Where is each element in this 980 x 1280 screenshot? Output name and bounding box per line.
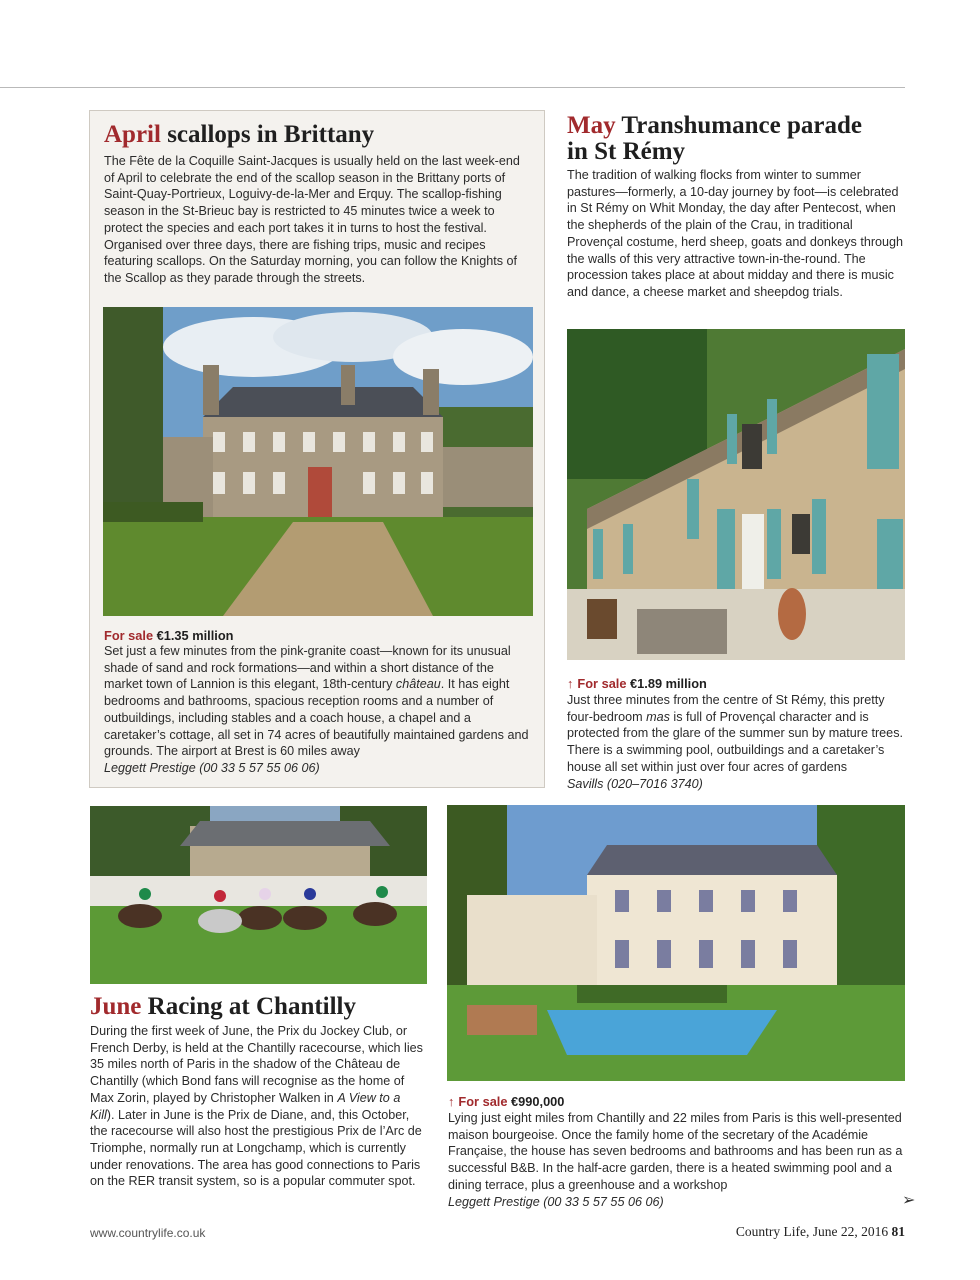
may-month: May	[567, 112, 616, 139]
may-desc-part-1: Just three minutes from the centre of St Rémy, this pretty four-bedroom	[567, 693, 885, 724]
april-sale-label: For sale	[104, 628, 154, 643]
april-sale-line	[104, 627, 528, 644]
may-sale-price: €1.89 million	[630, 676, 707, 691]
may-title-line-1: Transhumance parade	[621, 112, 862, 139]
chantilly-arrow-up-icon: ↑	[448, 1094, 455, 1109]
chantilly-agent-contact: Leggett Prestige (00 33 5 57 55 06 06)	[448, 1194, 664, 1209]
chantilly-property-description	[448, 1110, 903, 1210]
may-sale-line	[567, 675, 907, 692]
top-rule	[0, 87, 905, 88]
april-body: The Fête de la Coquille Saint-Jacques is usually held on the last week-end of April to celebrate the end of the scallop season in the Brittany ports of Saint-Quay-Portrieux, Loguivy-de-la-Mer and Erquy. The scallop-fishing season in the St-Brieuc bay is restricted to 45 minutes twice a week to protect the species and each port takes it in turns to host the festival. Organised over three days, there are fishing trips, music and recipes featuring scallops. On the Saturday morning, you can follow the Knights of the Scallop as they parade through the streets.	[104, 154, 520, 285]
june-body	[90, 1023, 428, 1190]
april-desc-part-2: . It has eight bedrooms and bathrooms, spacious reception rooms and a number of outbuildings, including stables and a coach house, a chapel and a caretaker’s cottage, all set in 74 acres of beautifully maintained gardens and grounds. The airport at Brest is 60 miles away	[104, 677, 529, 759]
next-page-arrow-icon: ➢	[902, 1192, 916, 1209]
may-heading	[567, 113, 907, 165]
june-body-part-1: During the first week of June, the Prix du Jockey Club, or French Derby, is held at the Chantilly racecourse, which lies 35 miles north of Paris in the shadow of the Château de Chantilly (which Bond fans will recognise as the home of Max Zorin, played by Christopher Walken in	[90, 1024, 423, 1105]
chantilly-maison-photo	[447, 805, 905, 1081]
june-body-emphasis: A View to a Kill	[90, 1090, 401, 1122]
chantilly-racing-photo	[90, 806, 427, 984]
may-arrow-up-icon: ↑	[567, 676, 574, 691]
may-property-description	[567, 692, 907, 792]
april-desc-emphasis: château	[395, 677, 441, 692]
june-month: June	[90, 993, 142, 1020]
chantilly-sale-price: €990,000	[511, 1094, 565, 1109]
april-sale-price: €1.35 million	[156, 628, 234, 643]
footer-issue-text: Country Life, June 22, 2016	[735, 1224, 889, 1239]
chantilly-desc: Lying just eight miles from Chantilly and 22 miles from Paris is this well-presented maison bourgeoise. Once the family home of the secretary of the Académie Française, the house has seven bedrooms and bathrooms and has been run as a successful B&B. In the half-acre garden, there is a heated swimming pool and a dining terrace, plus a greenhouse and a workshop	[448, 1111, 903, 1192]
june-title: Racing at Chantilly	[147, 993, 357, 1020]
may-desc-emphasis: mas	[646, 709, 670, 724]
april-agent-contact: Leggett Prestige (00 33 5 57 55 06 06)	[104, 760, 320, 775]
april-heading	[104, 122, 524, 148]
may-title-line-2: in St Rémy	[567, 138, 686, 165]
april-title: scallops in Brittany	[167, 121, 375, 148]
april-desc-part-1: Set just a few minutes from the pink-granite coast—known for its unusual shade of sand and rock formations—and within a short distance of the market town of Lannion is this elegant, 18th-century	[104, 644, 511, 692]
june-body-part-2: ). Later in June is the Prix de Diane, and, this October, the racecourse will also host the prestigious Prix de l’Arc de Triomphe, normally run at Longchamp, which is currently under renovations. The area has good connections to Paris on the RER transit system, so is a popular commuter spot.	[90, 1107, 422, 1189]
june-heading	[90, 994, 430, 1020]
may-body: The tradition of walking flocks from winter to summer pastures—formerly, a 10-day journey by foot—is celebrated in St Rémy on Whit Monday, the day after Pentecost, when the shepherds of the plain of the Crau, in traditional Provençal costume, herd sheep, goats and donkeys through the walls of this very attractive town-in-the-round. The procession takes place at about midday and there is music and dance, a cheese market and sheepdog trials.	[567, 168, 904, 299]
chantilly-sale-line	[448, 1093, 903, 1110]
footer-url: www.countrylife.co.uk	[90, 1226, 206, 1240]
april-property-description	[104, 643, 530, 777]
april-month: April	[104, 121, 161, 148]
may-agent-contact: Savills (020–7016 3740)	[567, 776, 703, 791]
may-desc-part-2: is full of Provençal character and is protected from the glare of the summer sun by mature trees. There is a swimming pool, outbuildings and a caretaker’s house all set within just over four acres of gardens	[567, 709, 903, 774]
st-remy-mas-photo	[567, 329, 905, 660]
may-sale-label: For sale	[577, 676, 627, 691]
chantilly-sale-label: For sale	[458, 1094, 508, 1109]
footer-page-number: 81	[891, 1224, 905, 1239]
footer-issue	[736, 1224, 905, 1240]
brittany-chateau-photo	[103, 307, 533, 616]
